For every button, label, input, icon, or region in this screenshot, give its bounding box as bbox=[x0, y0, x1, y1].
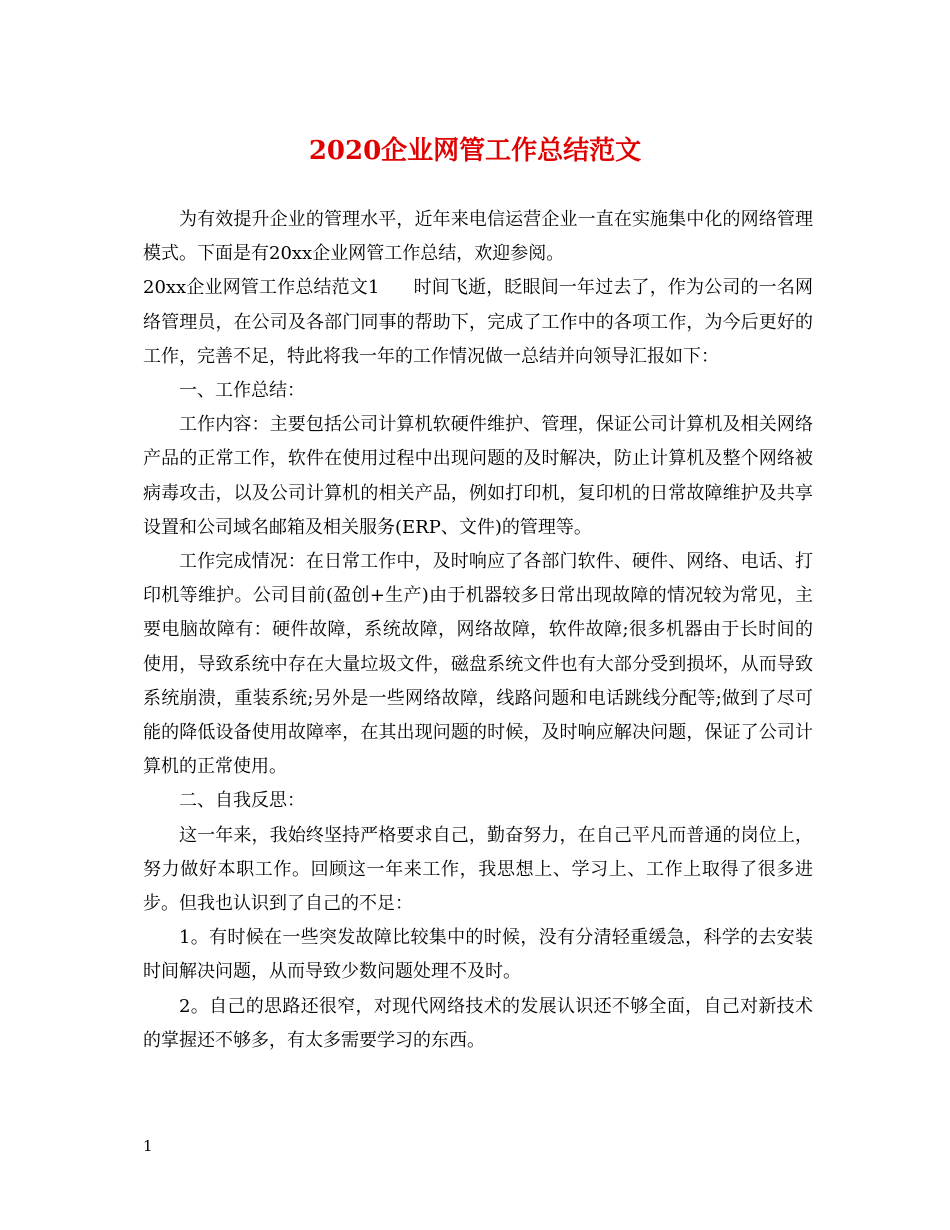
page-number: 1 bbox=[143, 1137, 153, 1155]
shortcoming-item-1: 1。有时候在一些突发故障比较集中的时候，没有分清轻重缓急，科学的去安装时间解决问题，从而导致少数问题处理不及时。 bbox=[143, 927, 813, 983]
self-reflection-heading: 二、自我反思： bbox=[179, 790, 305, 812]
intro-paragraph: 为有效提升企业的管理水平，近年来电信运营企业一直在实施集中化的网络管理模式。下面是有20xx企业网管工作总结，欢迎参阅。 bbox=[143, 209, 813, 265]
reflection-paragraph: 这一年来，我始终坚持严格要求自己，勤奋努力，在自己平凡而普通的岗位上，努力做好本职工作。回顾这一年来工作，我思想上、学习上、工作上取得了很多进步。但我也认识到了自己的不足： bbox=[143, 824, 813, 915]
section-paragraph bbox=[143, 271, 813, 374]
work-content-paragraph: 工作内容：主要包括公司计算机软硬件维护、管理，保证公司计算机及相关网络产品的正常工作，软件在使用过程中出现问题的及时解决，防止计算机及整个网络被病毒攻击，以及公司计算机的相关产品，例如打印机，复印机的日常故障维护及共享设置和公司域名邮箱及相关服务(ERP、文件)的管理等。 bbox=[143, 414, 813, 538]
section-opening-text: 时间飞逝，眨眼间一年过去了，作为公司的一名网络管理员，在公司及各部门同事的帮助下，完成了工作中的各项工作，为今后更好的工作，完善不足，特此将我一年的工作情况做一总结并向领导汇报如下： bbox=[143, 277, 813, 367]
shortcoming-item-2: 2。自己的思路还很窄，对现代网络技术的发展认识还不够全面，自己对新技术的掌握还不够多，有太多需要学习的东西。 bbox=[143, 995, 813, 1051]
work-summary-heading: 一、工作总结： bbox=[179, 380, 305, 402]
section-heading: 20xx企业网管工作总结范文1 bbox=[143, 277, 380, 299]
document-body bbox=[143, 203, 813, 1058]
work-completion-paragraph: 工作完成情况：在日常工作中，及时响应了各部门软件、硬件、网络、电话、打印机等维护。公司目前(盈创+生产)由于机器较多日常出现故障的情况较为常见，主要电脑故障有：硬件故障，系统故障，网络故障，软件故障;很多机器由于长时间的使用，导致系统中存在大量垃圾文件，磁盘系统文件也有大部分受到损坏，从而导致系统崩溃，重装系统;另外是一些网络故障，线路问题和电话跳线分配等;做到了尽可能的降低设备使用故障率，在其出现问题的时候，及时响应解决问题，保证了公司计算机的正常使用。 bbox=[143, 551, 813, 778]
document-title: 2020企业网管工作总结范文 bbox=[308, 136, 642, 166]
